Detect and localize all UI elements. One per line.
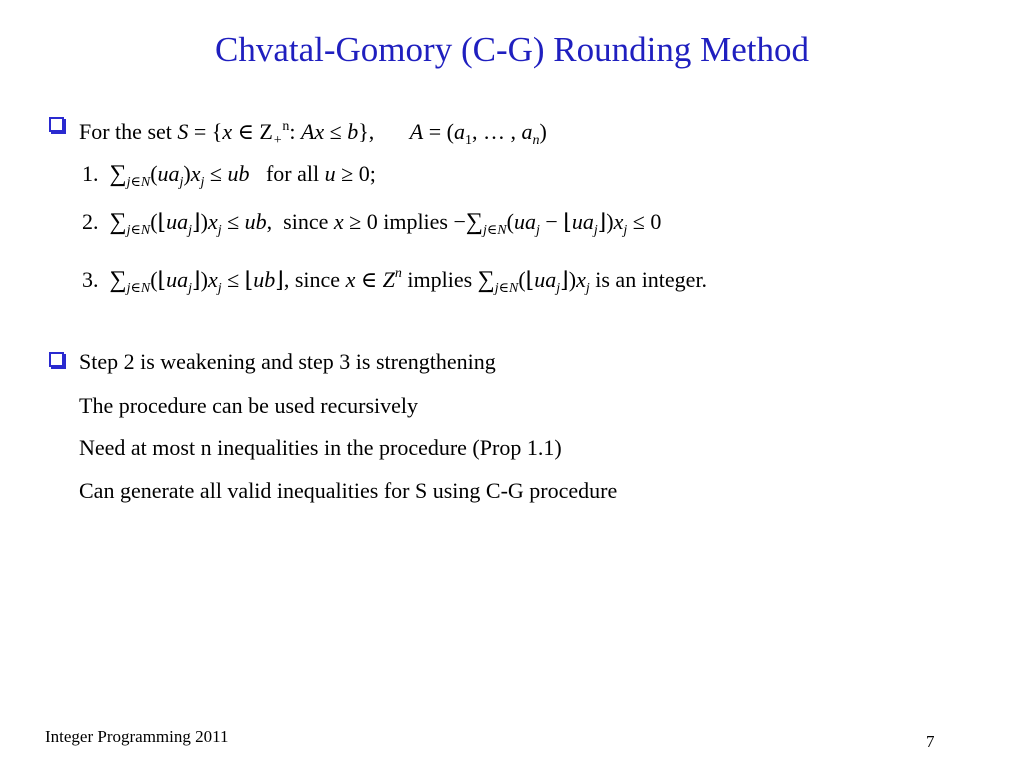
checkbox-bullet-icon: [49, 117, 64, 132]
step2-number: 2.: [82, 209, 99, 234]
bullet2-main: Step 2 is weakening and step 3 is strengthening: [79, 349, 496, 374]
page-number: 7: [926, 732, 935, 751]
step1-number: 1.: [82, 161, 99, 186]
step1-condition: for all u ≥ 0;: [265, 161, 376, 186]
checkbox-bullet-icon: [49, 352, 64, 367]
step1-inequality: $\sum_{j\in N}(ua_j)x_j$ ≤ ub: [109, 161, 250, 190]
step2-inequality: $\sum_{j\in N}(⌊ua_j⌋)x_j$ ≤ ub,: [109, 209, 273, 238]
matrix-definition: $A = (a_1$, … , $a_n$): [409, 119, 547, 148]
step3-inequality: $\sum_{j\in N}(⌊ua_j⌋)x_j$ ≤ ⌊ub⌋,: [109, 267, 290, 296]
footer-text: Integer Programming 2011: [45, 727, 229, 746]
step2-line: [82, 208, 661, 245]
step3-number: 3.: [82, 267, 99, 292]
bullet1-line: [79, 113, 547, 155]
step2-reason: since x ≥ 0 implies $-\sum_{j\in N}(ua_j$ − $⌊ua_j⌋)x_j \le 0$: [283, 209, 662, 238]
bullet2-subline: The procedure can be used recursively: [79, 393, 419, 418]
slide-title: Chvatal-Gomory (C-G) Rounding Method: [215, 30, 809, 69]
step3-reason: since x ∈ $Z^n$ implies $\sum_{j\in N}(⌊ua_j⌋)x_j$ is an integer.: [294, 266, 708, 296]
bullet2-subline: Can generate all valid inequalities for S using C-G procedure: [79, 478, 618, 503]
bullet2-subline: Need at most n inequalities in the procedure (Prop 1.1): [79, 435, 562, 460]
set-definition: S = {x ∈ $Z_+^n$: Ax ≤ b},: [177, 119, 375, 148]
step3-line: [82, 260, 707, 303]
bullet1-intro: For the set: [79, 119, 172, 144]
step1-line: [82, 160, 376, 197]
